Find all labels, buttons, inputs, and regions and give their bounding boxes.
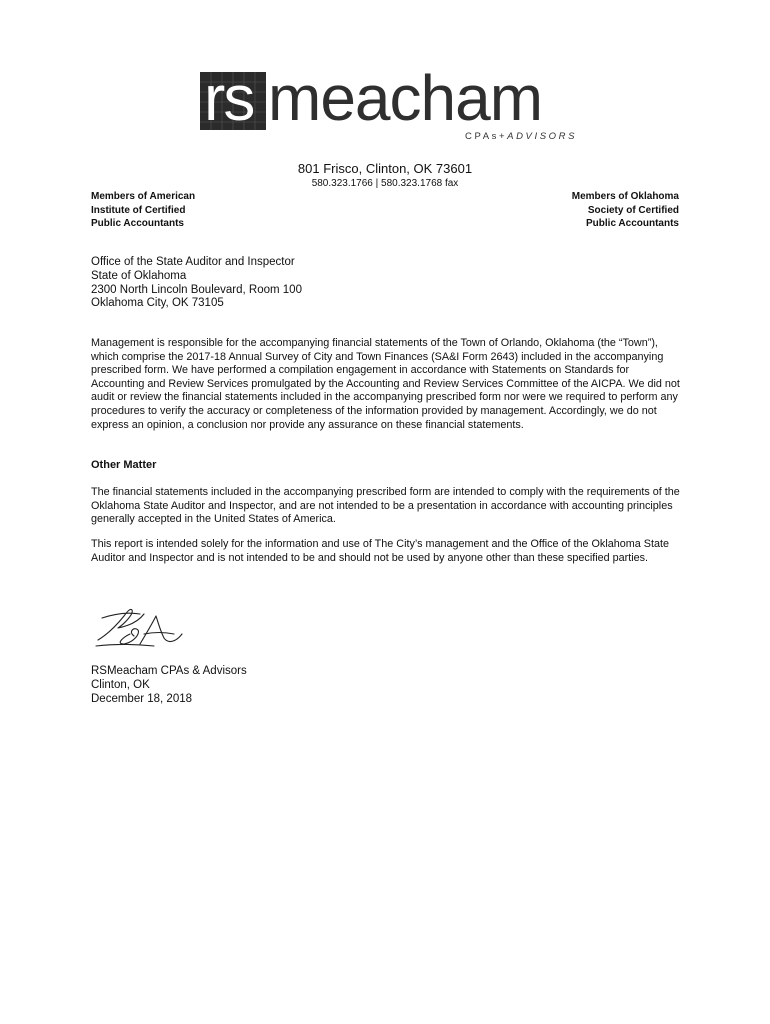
other-matter-heading: Other Matter — [91, 459, 157, 471]
membership-left-line: Members of American — [91, 191, 196, 202]
logo-mark — [200, 72, 266, 130]
paragraph-other-matter: The financial statements included in the accompanying prescribed form are intended to comply with the requirements of the Oklahoma State Auditor and Inspector, and are not intended to be a presentation in accordance with accounting principles generally accepted in the United States of America. — [91, 486, 680, 526]
membership-right — [572, 190, 679, 231]
paragraph-restricted-use: This report is intended solely for the information and use of The City’s management and the Office of the Oklahoma State Auditor and Inspector and is not intended to be and should not be used by anyone other than these specified parties. — [91, 538, 669, 564]
logo-tagline-plus: + — [498, 131, 508, 142]
logo-tagline — [465, 131, 577, 142]
membership-left-line: Institute of Certified — [91, 204, 186, 216]
signature-image — [94, 604, 194, 652]
recipient-line: State of Oklahoma — [91, 269, 187, 282]
membership-right-line: Members of Oklahoma — [571, 191, 679, 202]
closing-block — [91, 665, 247, 706]
membership-right-line: Society of Certified — [587, 204, 679, 216]
recipient-line: Oklahoma City, OK 73105 — [91, 297, 224, 310]
recipient-address — [91, 256, 302, 311]
membership-right-line: Public Accountants — [586, 218, 679, 229]
recipient-line: Office of the State Auditor and Inspector — [91, 256, 295, 268]
recipient-line: 2300 North Lincoln Boulevard, Room 100 — [91, 283, 302, 296]
logo-name: meacham — [268, 62, 542, 134]
closing-location: Clinton, OK — [91, 678, 150, 691]
membership-left-line: Public Accountants — [91, 218, 184, 229]
firm-phone: 580.323.1766 | 580.323.1768 fax — [311, 178, 459, 189]
logo-mark-text: rs — [204, 72, 254, 130]
company-logo — [200, 62, 580, 146]
closing-date: December 18, 2018 — [91, 692, 193, 705]
paragraph-management-responsibility: Management is responsible for the accompanying financial statements of the Town of Orlando, Oklahoma (the “Town”), which comprise the 2017-18 Annual Survey of City and Town Finances (SA&I Form 2643) included in the accompanying prescribed form. We have performed a compilation engagement in accordance with Statements on Standards for Accounting and Review Services promulgated by the Accounting and Review Services Committee of the AICPA. We did not audit or review the financial statements included in the accompanying prescribed form nor were we required to perform any procedures to verify the accuracy or completeness of the information provided by management. Accordingly, we do not express an opinion, a conclusion nor provide any assurance on these financial statements. — [91, 337, 680, 431]
firm-address: 801 Frisco, Clinton, OK 73601 — [297, 161, 473, 176]
logo-tagline-cpas: CPAs — [465, 131, 499, 142]
logo-tagline-advisors: ADVISORS — [507, 131, 578, 142]
closing-firm: RSMeacham CPAs & Advisors — [91, 665, 247, 677]
membership-left — [91, 190, 195, 231]
